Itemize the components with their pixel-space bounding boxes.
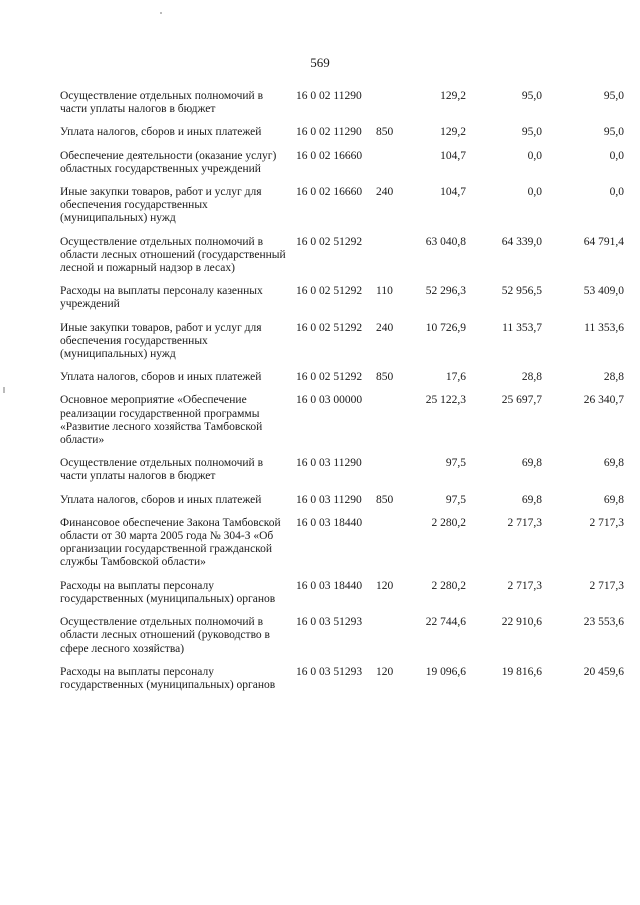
scan-mark <box>3 387 5 393</box>
row-description: Основное мероприятие «Обеспечение реализации государственной программы «Развитие лесного хозяйства Тамбовской области» <box>60 394 263 447</box>
row-value-year-1: 129,2 <box>440 90 466 102</box>
row-description: Осуществление отдельных полномочий в области лесных отношений (руководство в сфере лесного хозяйства) <box>60 616 270 655</box>
budget-table <box>60 90 630 702</box>
row-code: 16 0 02 51292 <box>296 321 363 334</box>
table-row <box>60 457 630 493</box>
row-value-year-3: 64 791,4 <box>583 235 624 248</box>
row-code: 16 0 03 51293 <box>296 665 363 678</box>
row-value-year-2: 0,0 <box>527 149 542 162</box>
row-value-year-2: 0,0 <box>527 186 542 199</box>
row-code: 16 0 02 51292 <box>296 285 363 298</box>
table-row <box>60 666 630 702</box>
row-value-year-1: 19 096,6 <box>425 665 466 678</box>
row-value-year-2: 19 816,6 <box>501 665 542 678</box>
page-number: 569 <box>310 55 330 70</box>
row-value-year-2: 95,0 <box>521 90 542 102</box>
row-value-year-3: 95,0 <box>603 126 624 139</box>
row-value-year-1: 17,6 <box>445 371 466 384</box>
row-code: 16 0 03 18440 <box>296 579 363 592</box>
row-expense-type: 120 <box>376 665 394 678</box>
table-row <box>60 616 630 666</box>
row-description: Уплата налогов, сборов и иных платежей <box>60 493 262 506</box>
row-value-year-3: 95,0 <box>603 90 624 102</box>
row-description: Финансовое обеспечение Закона Тамбовской области от 30 марта 2005 года № 304-З «Об организации государственной гражданской службы Тамбовской области» <box>60 516 281 569</box>
scan-mark <box>160 12 162 14</box>
row-value-year-1: 2 280,2 <box>431 579 466 592</box>
row-description: Иные закупки товаров, работ и услуг для обеспечения государственных (муниципальных) нужд <box>60 186 262 225</box>
row-value-year-3: 53 409,0 <box>583 285 624 298</box>
row-code: 16 0 03 51293 <box>296 616 363 629</box>
row-value-year-3: 2 717,3 <box>589 516 624 529</box>
row-expense-type: 120 <box>376 579 394 592</box>
table-row <box>60 371 630 394</box>
row-value-year-2: 25 697,7 <box>501 394 542 407</box>
row-value-year-1: 25 122,3 <box>425 394 466 407</box>
row-value-year-2: 64 339,0 <box>501 235 542 248</box>
row-value-year-3: 69,8 <box>603 457 624 470</box>
row-description: Осуществление отдельных полномочий в части уплаты налогов в бюджет <box>60 90 264 116</box>
row-code: 16 0 02 51292 <box>296 371 363 384</box>
row-value-year-1: 104,7 <box>440 149 466 162</box>
row-value-year-3: 28,8 <box>603 371 624 384</box>
table-row <box>60 126 630 149</box>
row-code: 16 0 03 11290 <box>296 457 362 470</box>
table-row <box>60 186 630 236</box>
table-row <box>60 322 630 372</box>
row-description: Расходы на выплаты персоналу государственных (муниципальных) органов <box>60 665 276 691</box>
row-description: Обеспечение деятельности (оказание услуг) областных государственных учреждений <box>60 149 277 175</box>
row-value-year-1: 97,5 <box>445 457 466 470</box>
row-value-year-3: 69,8 <box>603 493 624 506</box>
row-value-year-3: 26 340,7 <box>583 394 624 407</box>
row-value-year-2: 2 717,3 <box>507 516 542 529</box>
row-expense-type: 850 <box>376 493 394 506</box>
row-value-year-3: 11 353,6 <box>584 321 624 334</box>
row-expense-type: 240 <box>376 321 394 334</box>
row-code: 16 0 02 16660 <box>296 186 363 199</box>
row-value-year-2: 95,0 <box>521 126 542 139</box>
row-value-year-3: 0,0 <box>609 149 624 162</box>
row-value-year-2: 2 717,3 <box>507 579 542 592</box>
row-value-year-1: 22 744,6 <box>425 616 466 629</box>
table-row <box>60 517 630 580</box>
table-row <box>60 494 630 517</box>
table-row <box>60 90 630 126</box>
row-value-year-2: 69,8 <box>521 457 542 470</box>
row-description: Уплата налогов, сборов и иных платежей <box>60 126 262 139</box>
row-description: Осуществление отдельных полномочий в области лесных отношений (государственный лесной и пожарный надзор в лесах) <box>60 235 286 275</box>
row-value-year-2: 52 956,5 <box>501 285 542 298</box>
row-value-year-2: 11 353,7 <box>502 321 542 334</box>
row-code: 16 0 02 16660 <box>296 149 363 162</box>
row-expense-type: 850 <box>376 371 394 384</box>
row-value-year-3: 23 553,6 <box>583 616 624 629</box>
row-code: 16 0 02 11290 <box>296 90 362 102</box>
table-row <box>60 285 630 321</box>
table-row <box>60 150 630 186</box>
row-code: 16 0 03 00000 <box>296 394 363 407</box>
row-value-year-1: 10 726,9 <box>425 321 466 334</box>
row-description: Уплата налогов, сборов и иных платежей <box>60 371 262 384</box>
row-value-year-2: 22 910,6 <box>501 616 542 629</box>
row-code: 16 0 03 18440 <box>296 516 363 529</box>
row-value-year-3: 20 459,6 <box>583 665 624 678</box>
table-row <box>60 580 630 616</box>
row-value-year-3: 0,0 <box>609 186 624 199</box>
row-value-year-1: 104,7 <box>440 186 466 199</box>
row-expense-type: 110 <box>376 285 393 298</box>
row-value-year-2: 69,8 <box>521 493 542 506</box>
row-value-year-1: 2 280,2 <box>431 516 466 529</box>
table-row <box>60 236 630 286</box>
row-code: 16 0 02 11290 <box>296 126 362 139</box>
row-expense-type: 240 <box>376 186 394 199</box>
row-expense-type: 850 <box>376 126 394 139</box>
row-description: Осуществление отдельных полномочий в части уплаты налогов в бюджет <box>60 457 264 483</box>
table-row <box>60 394 630 457</box>
row-value-year-1: 129,2 <box>440 126 466 139</box>
row-description: Расходы на выплаты персоналу казенных учреждений <box>60 285 263 311</box>
row-code: 16 0 03 11290 <box>296 493 362 506</box>
row-value-year-1: 63 040,8 <box>425 235 466 248</box>
row-description: Иные закупки товаров, работ и услуг для обеспечения государственных (муниципальных) нужд <box>60 321 262 361</box>
row-value-year-2: 28,8 <box>521 371 542 384</box>
row-code: 16 0 02 51292 <box>296 235 363 248</box>
row-value-year-1: 97,5 <box>445 493 466 506</box>
row-value-year-3: 2 717,3 <box>589 579 624 592</box>
row-description: Расходы на выплаты персоналу государственных (муниципальных) органов <box>60 579 276 605</box>
row-value-year-1: 52 296,3 <box>425 285 466 298</box>
